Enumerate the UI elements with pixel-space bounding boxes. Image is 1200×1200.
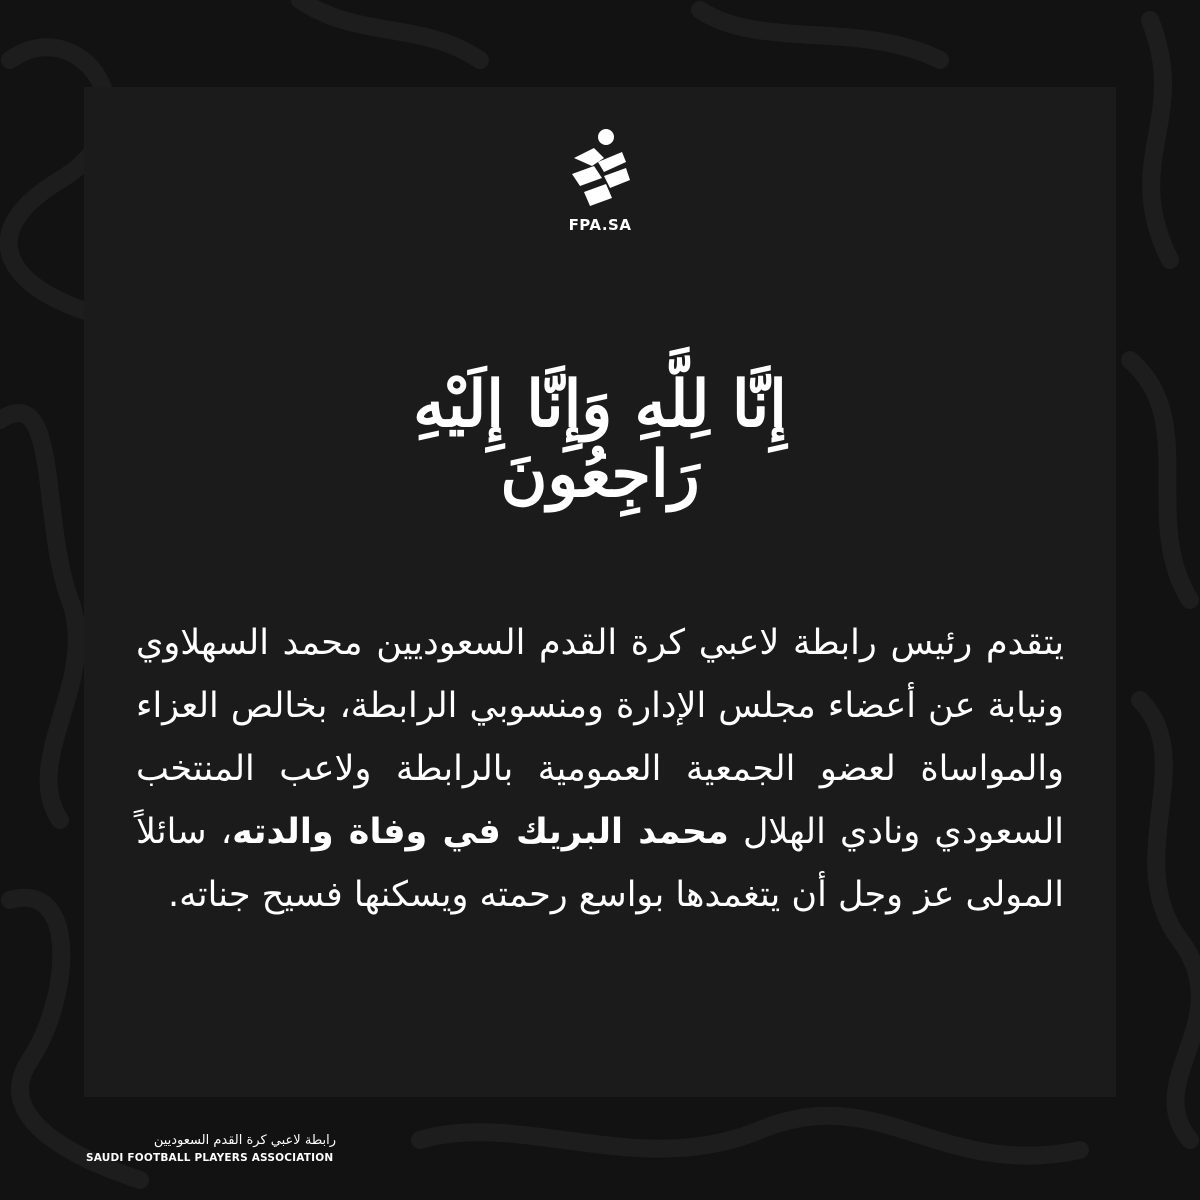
footer-english-name: SAUDI FOOTBALL PLAYERS ASSOCIATION (86, 1152, 334, 1164)
message-bold-name: محمد البريك في وفاة والدته (232, 812, 729, 852)
logo-text: FPA.SA (568, 216, 632, 234)
calligraphy-verse (320, 330, 880, 530)
fpa-figure-logo-icon (564, 128, 636, 210)
message-part-1: يتقدم رئيس رابطة لاعبي كرة القدم السعوديين محمد السهلاوي ونيابة عن أعضاء مجلس الإدارة ومنسوبي الرابطة، بخالص العزاء والمواساة لعضو الجمعية العمومية بالرابطة ولاعب المنتخب السعودي ونادي الهلال (136, 623, 1064, 852)
association-footer (86, 1132, 346, 1166)
fpa-logo (550, 128, 650, 244)
message-part-2: ، سائلاً المولى عز وجل أن يتغمدها بواسع رحمته ويسكنها فسيح جناته. (136, 812, 1064, 915)
calligraphy-text: إِنَّا لِلَّهِ وَإِنَّا إِلَيْهِ رَاجِعُونَ (413, 367, 787, 513)
footer-arabic-name: رابطة لاعبي كرة القدم السعوديين (153, 1133, 336, 1148)
condolence-message (136, 612, 1064, 927)
